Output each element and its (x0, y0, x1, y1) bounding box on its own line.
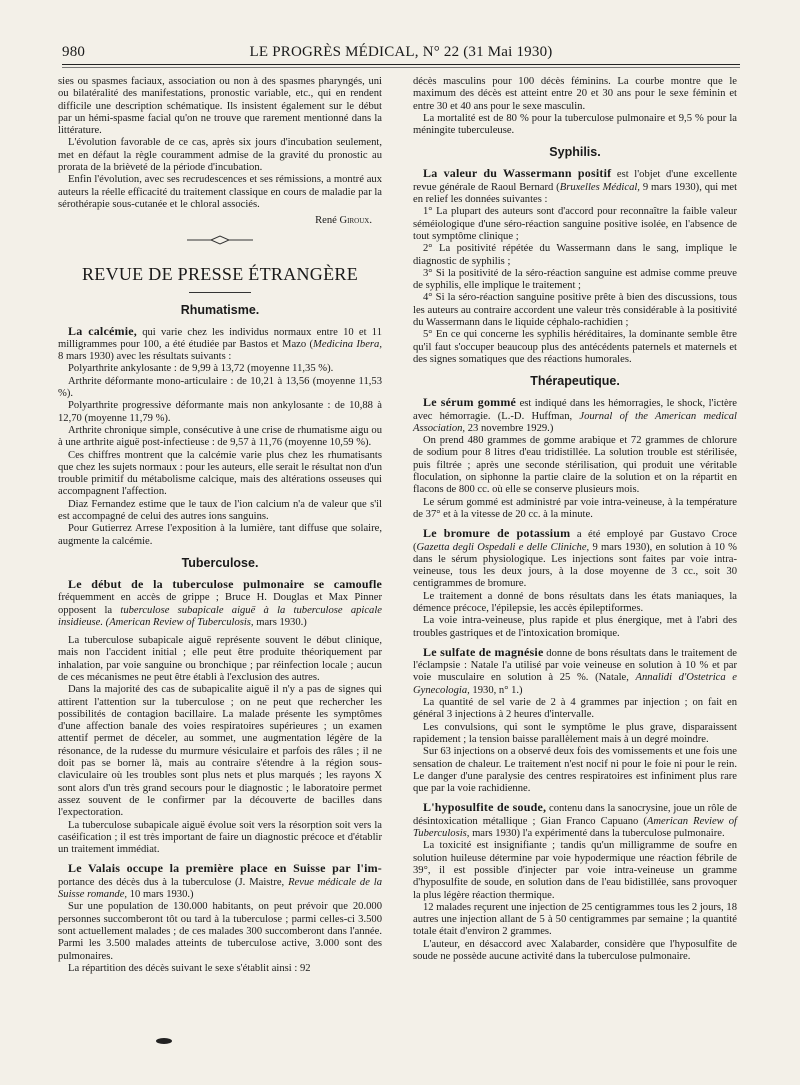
source-citation: Medicina Ibera, (313, 338, 383, 350)
header-rule (62, 64, 740, 65)
paragraph: Le bromure de potassium a été employé par Gustavo Croce (Gazetta degli Ospedali e delle Cliniche, 9 mars 1930), en solution à 10 % dans le sérum physiologique. Les injections sont faites par voie intra-veineuse, tous les deux jours, à la dose moyenne de 3 cc., soit 30 centigrammes de bromure. (413, 526, 737, 590)
paragraph: Le sérum gommé est indiqué dans les hémorragies, le shock, l'ictère avec hémorragie. (L.-D. Huffman, Journal of the American medical Association, 23 novembre 1929.) (413, 395, 737, 434)
paragraph: Le Valais occupe la première place en Suisse par l'im- portance des décès dus à la tuberculose (J. Maistre, Revue médicale de la Suisse romande, 10 mars 1930.) (58, 861, 383, 901)
lead-term: La valeur du Wassermann positif (423, 166, 612, 181)
running-header (62, 44, 740, 64)
list-item: 1° La plupart des auteurs sont d'accord pour reconnaître la faible valeur séméiologique d'une séro-réaction sanguine positive isolée, en l'absence de tout symptôme clinique ; (413, 206, 737, 242)
paragraph: La toxicité est insignifiante ; tandis qu'un milligramme de soufre en solution huileuse détermine par voie hypodermique une réaction fébrile de 39°, il est possible d'injecter par voie intra-veineuse un gramme d'hyposulfite de soude, en solution dans de l'eau bidistillée, sans provoquer la plus légère réaction thermique. (413, 840, 737, 901)
source-citation: American Review of Tuberculosis, (413, 815, 738, 840)
journal-title: LE PROGRÈS MÉDICAL, N° 22 (31 Mai 1930) (249, 44, 553, 60)
lead-term: Le Valais occupe la première place en Suisse par l'im- (68, 861, 382, 876)
paragraph: 12 malades reçurent une injection de 25 centigrammes tous les 2 jours, 18 autres une injection allant de 5 à 50 centigrammes par semaine ; la quantité totale était d'environ 2 grammes. (413, 901, 737, 938)
paragraph: La mortalité est de 80 % pour la tuberculose pulmonaire et 9,5 % pour la méningite tuberculeuse. (413, 112, 737, 137)
paragraph: Le sulfate de magnésie donne de bons résultats dans le traitement de l'éclampsie : Natale l'a utilisé par voie veineuse en solution à 10 % et par voie musculaire en solution à 25 %. (Natale, Annalidi d'Ostetrica e Gynecologia, 1930, n° 1.) (413, 644, 737, 696)
paragraph: Sur une population de 130.000 habitants, on peut prévoir que 20.000 personnes succomberont tôt ou tard à la tuberculose ; parmi celles-ci 3.500 sont actuellement malades ; de ces malades 300 succomberont dans l'année. Parmi les 3.500 malades atteints de tuberculose active, 3.000 sont des pulmonaires. (58, 901, 382, 962)
paragraph: Le traitement a donné de bons résultats dans les états maniaques, la démence précoce, l'épilepsie, les accès épileptiformes. (413, 590, 737, 614)
paragraph: Arthrite chronique simple, consécutive à une crise de rhumatisme aigu ou à une arthrite aiguë post-infectieuse : de 9,57 à 11,76 (moyenne 10,59 %). (58, 424, 382, 449)
list-item: 3° Si la positivité de la séro-réaction sanguine est admise comme preuve de syphilis, elle implique le traitement ; (413, 267, 737, 292)
source-citation: Revue médicale de la Suisse romande, (58, 876, 383, 901)
paragraph: L'hyposulfite de soude, contenu dans la sanocrysine, joue un rôle de désintoxication métallique ; Gian Franco Capuano (American Review of Tuberculosis, mars 1930) l'a expérimenté dans la tuberculose pulmonaire. (413, 800, 738, 840)
paragraph: La tuberculose subapicale aiguë représente souvent le début clinique, mais non l'accident initial ; elle peut être produite théoriquement par inhalation, par voie sanguine ou bronchique ; par réinfection locale ; aucun de ces mécanismes ne peut être établi à l'exclusion des autres. (58, 635, 382, 683)
paragraph: Pour Gutierrez Arrese l'exposition à la lumière, tant diffuse que solaire, augmente la calcémie. (58, 523, 382, 547)
lead-term: Le début de la tuberculose pulmonaire se camoufle (68, 576, 382, 591)
paragraph: Diaz Fernandez estime que le taux de l'ion calcium n'a de valeur que s'il est accompagné de celui des autres ions sanguins. (58, 498, 382, 523)
list-item: 4° Si la séro-réaction sanguine positive prête à bien des discussions, tous les auteurs au contraire accordent une valeur très considérable à la positivité du Wassermann dans le liquide céphalo-rachidien ; (413, 292, 737, 329)
source-citation: Annalidi d'Ostetrica e Gynecologia, (413, 672, 737, 696)
section-rule (189, 292, 251, 293)
source-citation: (American Review of Tuberculosis, (103, 616, 254, 628)
source-citation: Journal of the American medical Association, (413, 410, 737, 434)
paragraph: Dans la majorité des cas de subapicalite aiguë il n'y a pas de signes qui attirent l'attention sur la tuberculose ; on ne peut que rechercher les possibilités de contagion bacillaire. La malade présente les symptômes d'une affection banale des voies respiratoires supérieures ; un examen attentif permet de déceler, au sommet, une augmentation légère de la résonance, de la rudesse du murmure vésiculaire et parfois des râles ; il ne doit pas se borner là, mais au contraire s'étendre à la région sous-claviculaire où les troubles sont plus nets et plus marqués ; les rayons X sont alors d'un très grand secours pour le diagnostic ; le laboratoire permet assez souvent de le confirmer par la découverte de bacilles dans l'expectoration. (58, 684, 382, 819)
paragraph: L'auteur, en désaccord avec Xalabarder, considère que l'hyposulfite de soude ne possède aucune activité dans la tuberculose pulmonaire. (413, 938, 737, 962)
paragraph: La calcémie, qui varie chez les individus normaux entre 10 et 11 milligrammes pour 100, a été étudiée par Bastos et Mazo (Medicina Ibera, 8 mars 1930) avec les résultats suivants : (58, 323, 383, 363)
paragraph: Ces chiffres montrent que la calcémie varie plus chez les rhumatisants que chez les sujets normaux : pour les auteurs, elle serait le résultat non d'un trouble primitif du métabolisme calcique, mais des altérations osseuses qui accompagnent l'affection. (58, 449, 382, 498)
source-citation: Bruxelles Médical, (559, 181, 640, 193)
paragraph: Le sérum gommé est administré par voie intra-veineuse, à la température de 37° et à la vitesse de 20 cc. à la minute. (413, 496, 737, 520)
lead-term: Le sulfate de magnésie (423, 644, 544, 659)
paragraph: Les convulsions, qui sont le symptôme le plus grave, disparaissent rapidement ; la tension baisse parallèlement mais à un degré moindre. (413, 721, 737, 745)
subheading-rhumatisme: Rhumatisme. (180, 302, 260, 317)
ornament-divider-icon (58, 234, 382, 248)
page-number: 980 (62, 44, 86, 60)
paragraph: Enfin l'évolution, avec ses recrudescences et ses rémissions, a montré aux auteurs la réelle efficacité du traitement classique en cours de maladie par la sérothérapie sous-cutanée et le chloral associés. (58, 174, 382, 210)
right-column (413, 76, 737, 963)
signature-last-name: Giroux. (339, 215, 372, 227)
lead-term: L'hyposulfite de soude, (423, 800, 547, 815)
paragraph: Polyarthrite progressive déformante mais non ankylosante : de 10,88 à 12,70 (moyenne 11,79 %). (58, 400, 382, 424)
ink-blot-icon (155, 1032, 173, 1050)
paragraph: L'évolution favorable de ce cas, après six jours d'incubation seulement, met en défaut la règle couramment admise de la gravité du pronostic au prorata de la brièveté de la période d'incubation. (58, 137, 382, 174)
paragraph: décès masculins pour 100 décès féminins. La courbe montre que le maximum des décès est atteint entre 20 et 30 ans pour le sexe féminin et entre 30 et 40 ans pour le sexe masculin. (413, 76, 737, 112)
paragraph: Sur 63 injections on a observé deux fois des vomissements et une fois une sensation de chaleur. Le traitement n'est nocif ni pour le foie ni pour le rein. Le danger d'une paralysie des centres respiratoires est infiniment plus rare que par la voie rachidienne. (413, 746, 737, 795)
header-rule-thin (62, 67, 740, 68)
paragraph: La répartition des décès suivant le sexe s'établit ainsi : 92 (68, 962, 311, 974)
lead-term: Le sérum gommé (423, 395, 517, 410)
subheading-tuberculose: Tuberculose. (181, 555, 259, 570)
paragraph: Arthrite déformante mono-articulaire : de 10,21 à 13,56 (moyenne 11,53 %). (58, 375, 382, 400)
paragraph: On prend 480 grammes de gomme arabique et 72 grammes de chlorure de sodium pour 8 litres d'eau tridistillée. La solution trouble est stérilisée, puis filtrée ; après une seconde stérilisation, qui produit une véritable floculation, on siphonne la partie claire de la solution et on la répartit en flacons de 800 cc. où elle se conserve plusieurs mois. (413, 435, 737, 496)
lead-term: La calcémie, (68, 323, 137, 338)
paragraph: La valeur du Wassermann positif est l'objet d'une excellente revue générale de Raoul Bernard (Bruxelles Médical, 9 mars 1930), qui met en relief les données suivantes : (413, 166, 738, 206)
subheading-syphilis: Syphilis. (549, 145, 601, 160)
lead-term: Le bromure de potassium (423, 526, 571, 541)
list-item: 5° En ce qui concerne les syphilis héréditaires, la dominante semble être qu'il faut s'occuper beaucoup plus des antécédents paternels et maternels et des signes somatiques que des réactions humorales. (413, 329, 737, 365)
source-citation: Gazetta degli Ospedali e delle Cliniche, (416, 541, 590, 553)
left-column (58, 76, 382, 975)
paragraph: Le début de la tuberculose pulmonaire se camoufle fréquemment en accès de grippe ; Bruce H. Douglas et Max Pinner opposent la tuberculose subapicale aiguë à la tuberculose apicale insidieuse. (American Review of Tuberculosis, mars 1930.) (58, 576, 382, 628)
subheading-therapeutique: Thérapeutique. (530, 374, 620, 389)
list-item: 2° La positivité répétée du Wassermann dans le sang, implique le diagnostic de syphilis ; (413, 243, 737, 267)
paragraph: La tuberculose subapicale aiguë évolue soit vers la résorption soit vers la caséification ; il est très important de faire un diagnostic précoce et d'établir un traitement immédiat. (58, 819, 382, 856)
section-title: REVUE DE PRESSE ÉTRANGÈRE (81, 263, 358, 284)
signature-first-name: René (315, 215, 337, 227)
signature (58, 215, 372, 227)
paragraph: La quantité de sel varie de 2 à 4 grammes par injection ; on fait en général 3 injections à 2 heures d'intervalle. (413, 697, 737, 721)
paragraph: Polyarthrite ankylosante : de 9,99 à 13,72 (moyenne 11,35 %). (68, 363, 334, 375)
paragraph: sies ou spasmes faciaux, association ou non à des spasmes pharyngés, uni ou bilatéralité des manifestations, pronostic variable, etc., qui en rendent difficile une description schématique. Ils insistent également sur le début par un hémi-spasme facial qu'on ne trouve que rarement mentionné dans la littérature. (58, 76, 382, 137)
paragraph: La voie intra-veineuse, plus rapide et plus énergique, met à l'abri des troubles gastriques et de l'intoxication bromique. (413, 615, 737, 639)
